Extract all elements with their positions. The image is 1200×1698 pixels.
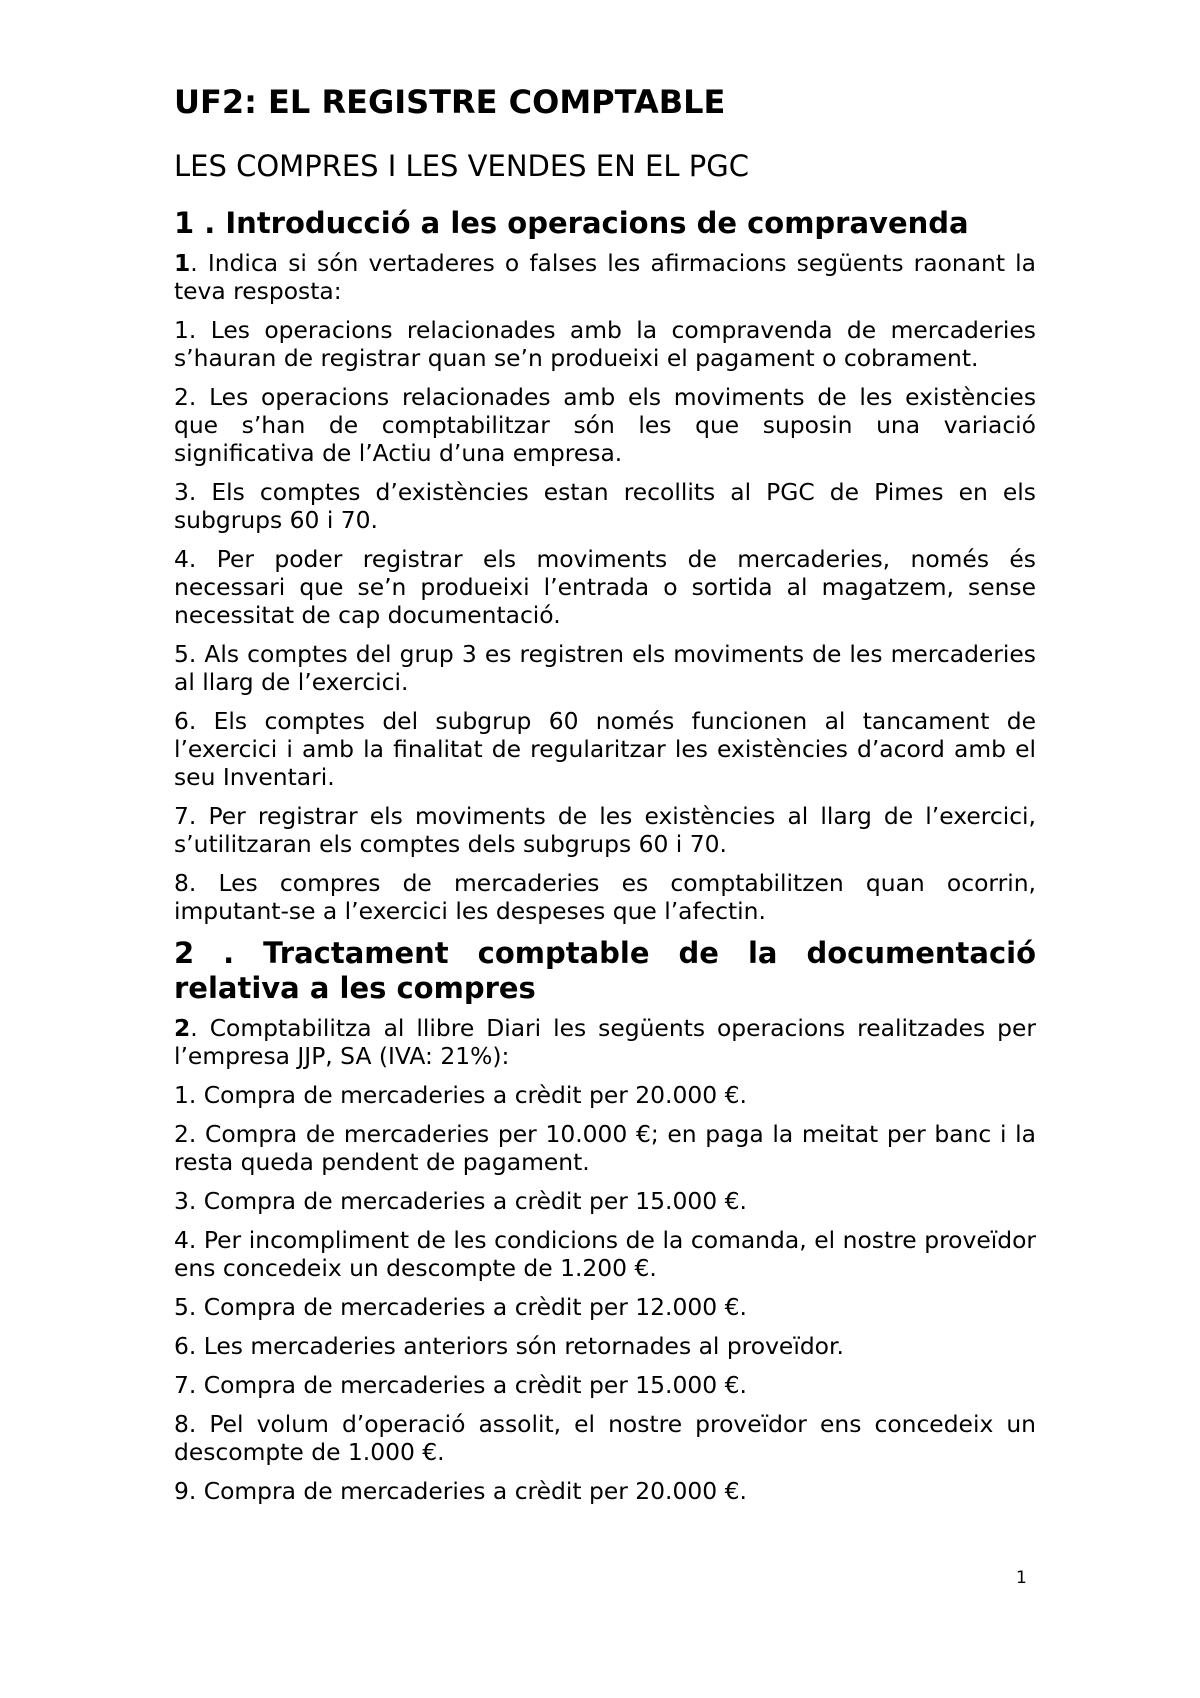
exercise-2-statement <box>174 1014 1036 1070</box>
operation-item: 1. Compra de mercaderies a crèdit per 20.000 €. <box>174 1081 747 1109</box>
statement-item: 2. Les operacions relacionades amb els moviments de les existències que s’han de comptabilitzar són les que suposin una variació significativa de l’Actiu d’una empresa. <box>174 383 1036 467</box>
statement-item: 7. Per registrar els moviments de les existències al llarg de l’exercici, s’utilitzaran els comptes dels subgrups 60 i 70. <box>174 802 1036 858</box>
page-number: 1 <box>1016 1568 1027 1588</box>
document-subtitle: LES COMPRES I LES VENDES EN EL PGC <box>174 149 749 183</box>
operation-item: 7. Compra de mercaderies a crèdit per 15.000 €. <box>174 1371 747 1399</box>
statement-item: 4. Per poder registrar els moviments de mercaderies, només és necessari que se’n produeixi l’entrada o sortida al magatzem, sense necessitat de cap documentació. <box>174 545 1036 629</box>
exercise-1-statement <box>174 249 1036 305</box>
operation-item: 2. Compra de mercaderies per 10.000 €; en paga la meitat per banc i la resta queda pendent de pagament. <box>174 1120 1036 1176</box>
exercise-2-number: 2 <box>174 1014 191 1042</box>
operation-item: 5. Compra de mercaderies a crèdit per 12.000 €. <box>174 1293 747 1321</box>
operation-item: 8. Pel volum d’operació assolit, el nostre proveïdor ens concedeix un descompte de 1.000 €. <box>174 1410 1036 1466</box>
statement-item: 5. Als comptes del grup 3 es registren els moviments de les mercaderies al llarg de l’exercici. <box>174 640 1036 696</box>
statement-item: 1. Les operacions relacionades amb la compravenda de mercaderies s’hauran de registrar quan se’n produeixi el pagament o cobrament. <box>174 316 1036 372</box>
statement-item: 8. Les compres de mercaderies es comptabilitzen quan ocorrin, imputant-se a l’exercici les despeses que l’afectin. <box>174 869 1036 925</box>
operation-item: 4. Per incompliment de les condicions de la comanda, el nostre proveïdor ens concedeix un descompte de 1.200 €. <box>174 1226 1036 1282</box>
operation-item: 9. Compra de mercaderies a crèdit per 20.000 €. <box>174 1477 747 1505</box>
statement-item: 6. Els comptes del subgrup 60 només funcionen al tancament de l’exercici i amb la finalitat de regularitzar les existències d’acord amb el seu Inventari. <box>174 707 1036 791</box>
section-1-heading: 1 . Introducció a les operacions de compravenda <box>174 206 969 240</box>
operation-item: 6. Les mercaderies anteriors són retornades al proveïdor. <box>174 1332 844 1360</box>
exercise-1-text: . Indica si són vertaderes o falses les afirmacions següents raonant la teva resposta: <box>174 249 1036 305</box>
exercise-2-text: . Comptabilitza al llibre Diari les següents operacions realitzades per l’empresa JJP, SA (IVA: 21%): <box>174 1014 1036 1070</box>
section-2-heading: 2 . Tractament comptable de la documentació relativa a les compres <box>174 936 1036 1005</box>
document-page <box>174 82 1036 1516</box>
operation-item: 3. Compra de mercaderies a crèdit per 15.000 €. <box>174 1187 747 1215</box>
exercise-1-number: 1 <box>174 249 191 277</box>
document-title: UF2: EL REGISTRE COMPTABLE <box>174 83 726 121</box>
statement-item: 3. Els comptes d’existències estan recollits al PGC de Pimes en els subgrups 60 i 70. <box>174 478 1036 534</box>
